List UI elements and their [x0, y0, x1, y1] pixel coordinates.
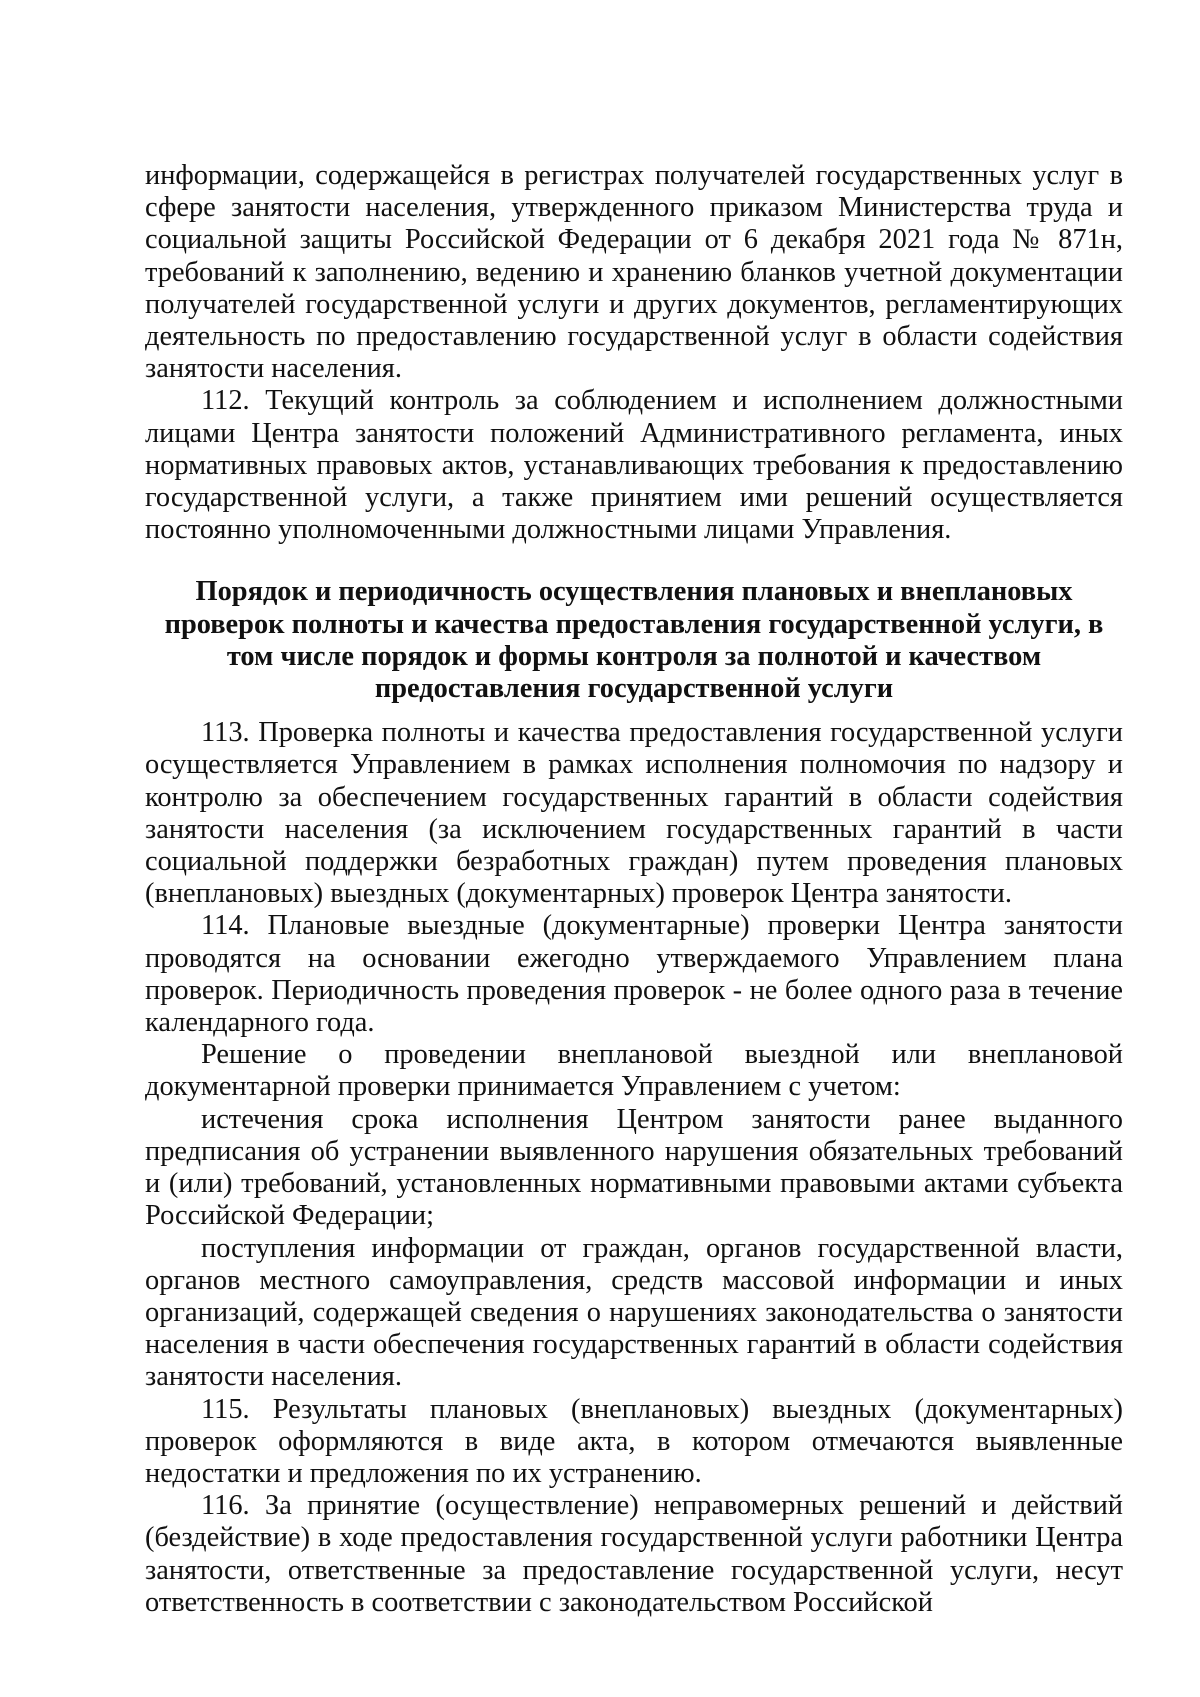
- paragraph-114: 114. Плановые выездные (документарные) проверки Центра занятости проводятся на основании ежегодно утверждаемого Управлением плана проверок. Периодичность проведения проверок - не более одного раза в течение календарного года.: [145, 910, 1123, 1039]
- paragraph-115: 115. Результаты плановых (внеплановых) выездных (документарных) проверок оформляются в виде акта, в котором отмечаются выявленные недостатки и предложения по их устранению.: [145, 1393, 1123, 1489]
- paragraph-112: 112. Текущий контроль за соблюдением и исполнением должностными лицами Центра занятости положений Административного регламента, иных нормативных правовых актов, устанавливающих требования к предоставлению государственной услуги, а также принятием ими решений осуществляется постоянно уполномоченными должностными лицами Управления.: [145, 385, 1123, 546]
- section-heading: Порядок и периодичность осуществления плановых и внеплановых проверок полноты и качества предоставления государственной услуги, в том числе порядок и формы контроля за полнотой и качеством предоставления государственной услуги: [164, 576, 1104, 705]
- paragraph-116: 116. За принятие (осуществление) неправомерных решений и действий (бездействие) в ходе предоставления государственной услуги работники Центра занятости, ответственные за предоставление государственной услуги, несут ответственность в соответствии с законодательством Российской: [145, 1490, 1123, 1618]
- paragraph-expiry: истечения срока исполнения Центром занятости ранее выданного предписания об устранении выявленного нарушения обязательных требований и (или) требований, установленных нормативными правовыми актами субъекта Российской Федерации;: [145, 1103, 1123, 1232]
- paragraph-113: 113. Проверка полноты и качества предоставления государственной услуги осуществляется Управлением в рамках исполнения полномочия по надзору и контролю за обеспечением государственных гарантий в области содействия занятости населения (за исключением государственных гарантий в части социальной поддержки безработных граждан) путем проведения плановых (внеплановых) выездных (документарных) проверок Центра занятости.: [145, 717, 1123, 910]
- spacer: [145, 705, 1123, 717]
- paragraph-continuation: информации, содержащейся в регистрах получателей государственных услуг в сфере занятости населения, утвержденного приказом Министерства труда и социальной защиты Российской Федерации от 6 декабря 2021 года № 871н, требований к заполнению, ведению и хранению бланков учетной документации получателей государственной услуги и других документов, регламентирующих деятельность по предоставлению государственной услуг в области содействия занятости населения.: [145, 160, 1123, 385]
- spacer: [145, 546, 1123, 576]
- paragraph-decision: Решение о проведении внеплановой выездной или внеплановой документарной проверки принимается Управлением с учетом:: [145, 1039, 1123, 1103]
- paragraph-information: поступления информации от граждан, органов государственной власти, органов местного самоуправления, средств массовой информации и иных организаций, содержащей сведения о нарушениях законодательства о занятости населения в части обеспечения государственных гарантий в области содействия занятости населения.: [145, 1232, 1123, 1393]
- document-page: [145, 160, 1123, 1619]
